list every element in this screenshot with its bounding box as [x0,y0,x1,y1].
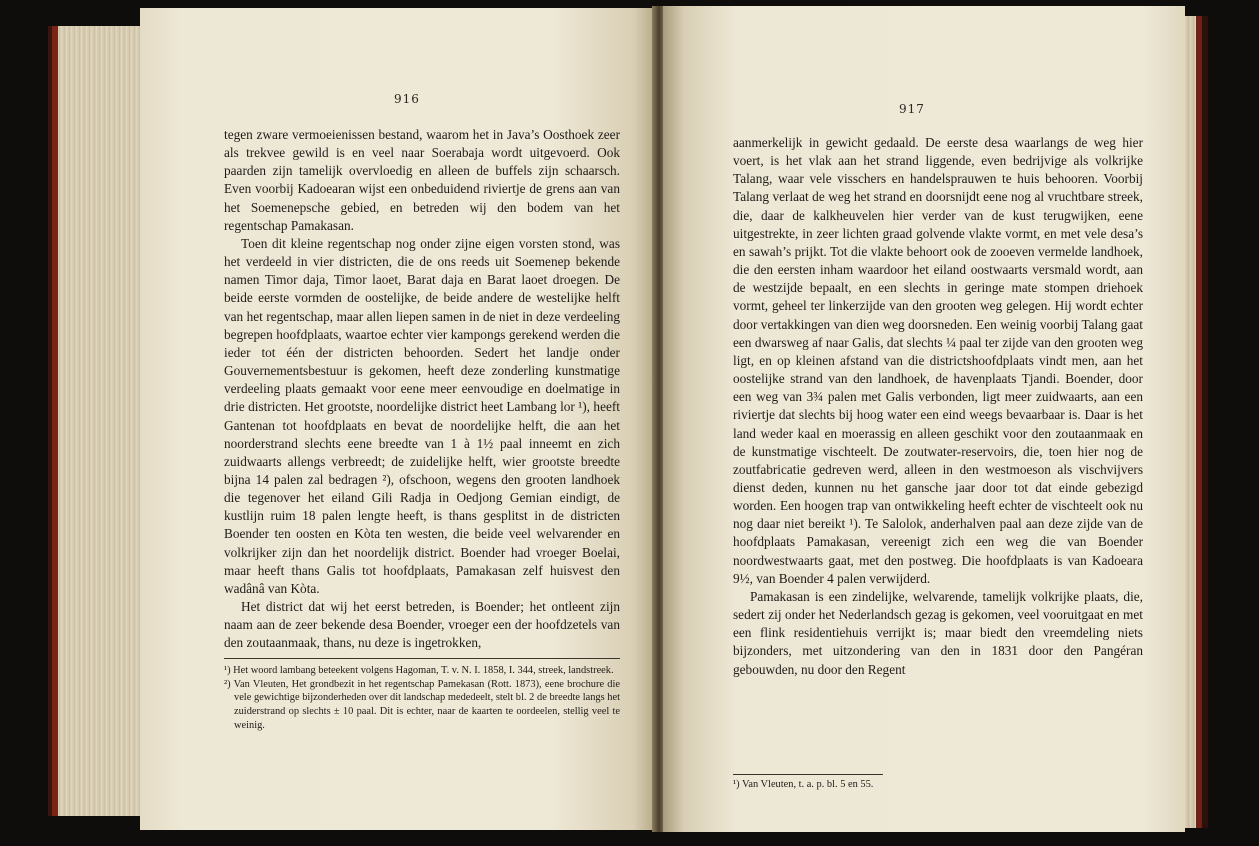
left-page [140,8,654,830]
left-footnotes [224,664,620,733]
left-page-number: 916 [394,92,420,106]
right-page-number: 917 [899,102,925,116]
right-paragraph: Pamakasan is een zindelijke, welvarende, tamelijk volkrijke plaats, die, sedert zij onder het Nederlandsch gezag is gekomen, veel vooruitgaat en met een flink residentiehuis verrijkt is; maar biedt den vreemdeling niets bijzonders, met uitzondering van den in 1831 door den Pangéran gebouwden, nu door den Regent [733,588,1143,677]
right-footnotes [733,778,1143,792]
footnote: ¹) Het woord lambang beteekent volgens Hagoman, T. v. N. I. 1858, I. 344, streek, landstreek. [224,665,614,676]
left-paragraph: Het district dat wij het eerst betreden, is Boender; het ontleent zijn naam aan de zeer bekende desa Boender, vroeger een der hoofdzetels van den zoutaanmaak, thans, nu deze is ingetrokken, [224,599,620,651]
left-paragraph: Toen dit kleine regentschap nog onder zijne eigen vorsten stond, was het verdeeld in vier districten, die de ons reeds uit Soemenep bekende namen Timor daja, Timor laoet, Barat daja en Barat laoet droegen. De beide eerste vormden de oostelijke, de beide andere de westelijke helft van het regentschap, maar allen liepen samen in de niet in deze verdeeling begrepen hoofdplaats, waartoe echter vier kampongs gerekend werden die ieder tot één der districten behoorden. Sedert het landje onder Gouvernementsbestuur is gekomen, heeft deze zonderling kunstmatige verdeeling plaats gemaakt voor eene meer eenvoudige en doelmatige in drie districten. Het grootste, noordelijke district heet Lambang lor ¹), heeft Gantenan tot hoofdplaats en bevat de noordelijke helft, die aan het noorderstrand slechts eene breedte van 1 à 1½ paal inneemt en zich zuidwaarts allengs verbreedt; de zuidelijke helft, wier grootste breedte bijna 14 palen zal bedragen ²), ofschoon, wegens den grooten landhoek die tegenover het eiland Gili Radja in Oedjong Gemian eindigt, de kustlijn ruim 18 palen lengte heeft, is thans gesplitst in de districten Boender ten oosten en Kòta ten westen, die beide veel welvarender en volkrijker zijn dan het noordelijk district. Boender had vroeger Boelai, maar heeft thans Galis tot hoofdplaats, Pamakasan zelf huisvest den wadânâ van Kòta. [224,235,620,596]
footnote-divider [224,658,620,659]
left-paragraph: tegen zware vermoeienissen bestand, waarom het in Java’s Oosthoek zeer als trekvee gewild is en veel naar Soerabaja wordt uitgevoerd. Ook paarden zijn tamelijk overvloedig en alleen de buffels zijn schaarsch. Even voorbij Kadoearan wijst een onbeduidend riviertje de grens aan van het Soemenepsche gebied, en betreden wij den bodem van het regentschap Pamakasan. [224,127,620,233]
left-page-edges [58,26,148,816]
footnote-divider [733,774,883,775]
right-page-body [733,134,1143,679]
right-page [663,6,1185,832]
footnote: ¹) Van Vleuten, t. a. p. bl. 5 en 55. [733,779,874,790]
footnote: ²) Van Vleuten, Het grondbezit in het regentschap Pamekasan (Rott. 1873), eene brochure die vele gewichtige bijzonderheden over dit landschap mededeelt, stelt bl. 2 de breedte langs het zuiderstrand op slechts ± 10 paal. Dit is echter, naar de kaarten te oordeelen, stellig veel te weinig. [224,678,620,731]
right-paragraph: aanmerkelijk in gewicht gedaald. De eerste desa waarlangs de weg hier voert, is het vlak aan het strand liggende, even bedrijvige als volkrijke Talang, waar vele visschers en handelsprauwen te huis behooren. Voorbij Talang verlaat de weg het strand en doorsnijdt eene nog al vruchtbare streek, die, daar de kalkheuvelen hier verder van de kust terugwijken, eene uitgestrekte, in zeer lichten graad golvende vlakte vormt, en met vele desa’s en sawah’s prijkt. Tot die vlakte behoort ook de zooeven vermelde landhoek, die den eersten inham waardoor het eiland oostwaarts versmald wordt, aan de westzijde bepaalt, en een slechts in geringe mate stompen driehoek vormt, geheel ter linkerzijde van den grooten weg gelegen. Hij wordt echter door vertakkingen van dien weg doorsneden. Een weinig voorbij Talang gaat een dwarsweg af naar Galis, dat slechts ¼ paal ter zijde van den grooten weg ligt, en op kleinen afstand van die districtshoofdplaats vindt men, aan het oostelijke strand van den landhoek, de havenplaats Tjandi. Boender, door een weg van 3¾ palen met Galis verbonden, ligt meer zuidwaarts, aan een riviertje dat slechts bij hoog water een eind weegs bevaarbaar is. Daar is het land weder kaal en moerassig en alleen geschikt voor den zoutaanmaak en de kunstmatige vischteelt. De zoutwater-reservoirs, die, toen hier nog de zoutfabricatie gedreven werd, alleen in den westmoeson als vischvijvers dienst deden, kunnen nu het gansche jaar door tot dat einde gebezigd worden. Een hoogen trap van ontwikkeling heeft echter de vischteelt ook nu nog daar niet bereikt ¹). Te Salolok, anderhalven paal aan deze zijde van de hoofdplaats Pamakasan, vereenigt zich een weg die van Boender noordwestwaarts gaat, met den postweg. Die hoofdplaats is van Kadoeara 9½, van Boender 4 palen verwijderd. [733,135,1143,586]
left-page-body [224,126,620,653]
